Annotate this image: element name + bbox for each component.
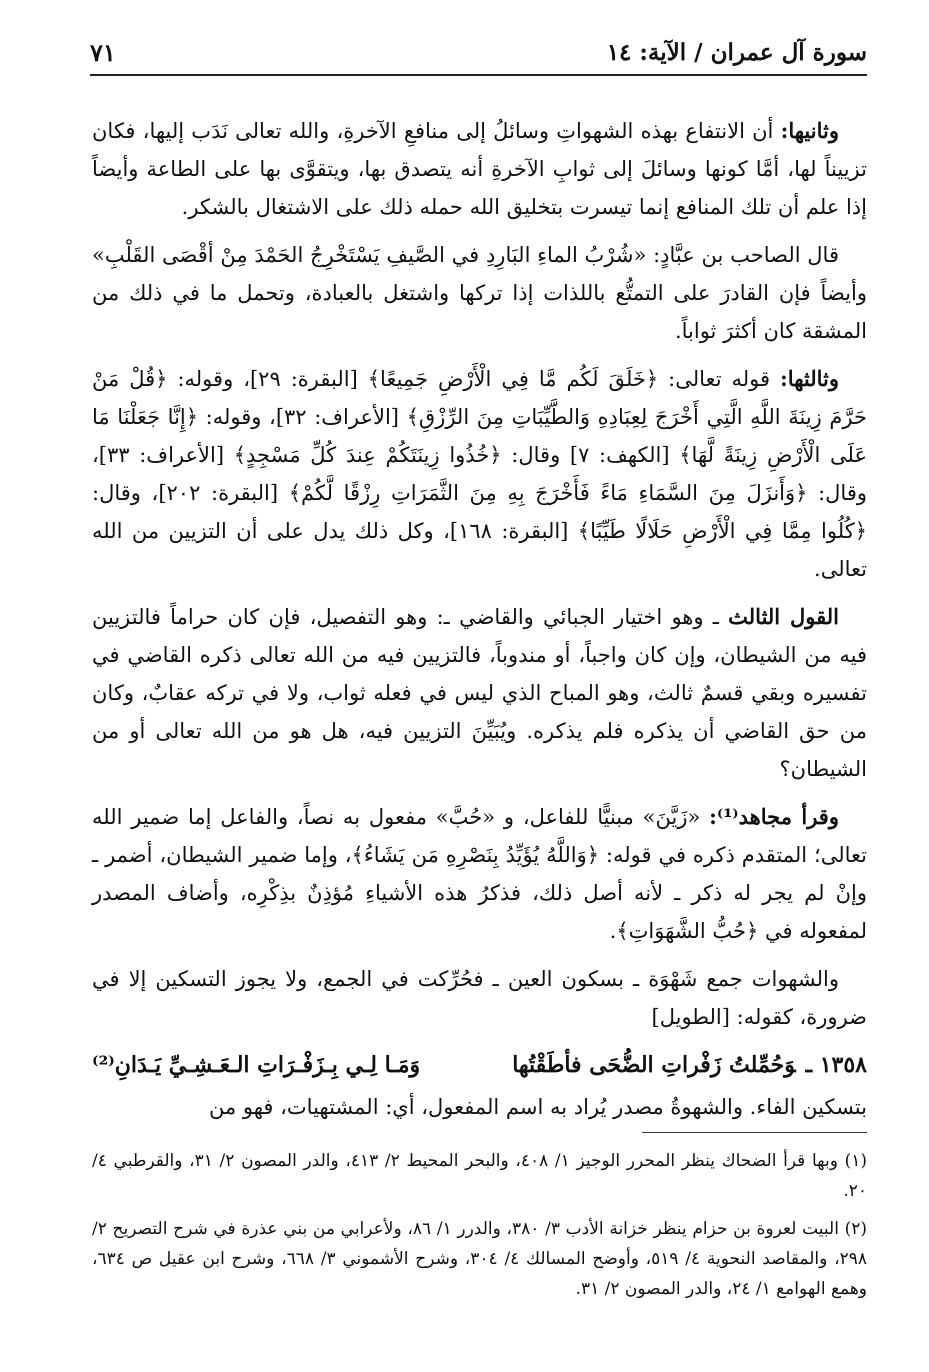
paragraph — [92, 360, 867, 588]
paragraph-lead: وثالثها: — [780, 366, 839, 391]
paragraph — [92, 236, 867, 350]
verse-number: ١٣٥٨ ـ — [805, 1052, 867, 1078]
footnote: (١) وبها قرأ الضحاك ينظر المحرر الوجيز ١/ ٤٠٨، والبحر المحيط ٢/ ٤١٣، والدر المصون ٢/ ٣١، والقرطبي ٤/ ٢٠. — [92, 1151, 867, 1201]
paragraph — [92, 960, 867, 1036]
verse-first-hemistich: وَحُمِّلتُ زَفْراتِ الضُّحَى فأطَقْتُها — [512, 1052, 796, 1078]
page-header — [90, 30, 867, 76]
paragraph — [92, 598, 867, 788]
paragraph-lead: وثانيها: — [780, 118, 839, 143]
paragraph-text: والشهوات جمع شَهْوَة ـ بسكون العين ـ فحُرِّكت في الجمع، ولا يجوز التسكين إلا في ضرورة، كقوله: [الطويل] — [92, 967, 867, 1029]
running-title: سورة آل عمران / الآية: ١٤ — [595, 39, 867, 66]
paragraph — [92, 112, 867, 226]
footnotes — [92, 1132, 867, 1312]
paragraph-text: قال الصاحب بن عبَّادٍ: «شُرْبُ الماءِ البَارِدِ في الصَّيفِ يَسْتَخْرِجُ الحَمْدَ مِنْ أقْصَى القَلْبِ» وأيضاً فإن القادرَ على التمتُّع باللذات إذا تركها واشتغل بالعبادة، وتحمل ما في ذلك من المشقة كان أكثرَ ثواباً. — [92, 243, 867, 343]
paragraph — [92, 1088, 867, 1126]
footnote: (٢) البيت لعروة بن حزام ينظر خزانة الأدب ٣/ ٣٨٠، والدرر ١/ ٨٦، ولأعرابي من بني عذرة في شرح التصريح ٢/ ٢٩٨، والمقاصد النحوية ٤/ ٥١٩، وأوضح المسالك ٤/ ٣٠٤، وشرح الأشموني ٣/ ٦٦٨، وشرح ابن عقيل ص ٦٣٤، وهمع الهوامع ١/ ٢٤، والدر المصون ٢/ ٣١. — [92, 1219, 868, 1299]
page-number: ٧١ — [90, 37, 116, 67]
paragraph-text: «زَيَّنَ» مبنيًّا للفاعل، و «حُبَّ» مفعول به نصاً، والفاعل إما ضمير الله تعالى؛ المتقدم ذكره في قوله: ﴿وَاللَّهُ يُؤَيِّدُ بِنَصْرِهِ مَن يَشَاءُ﴾، وإما ضمير الشيطان، أضمر ـ وإنْ لم يجر له ذكر ـ لأنه أصل ذلك، فذكرُ هذه الأشياءِ مُؤذِنٌ بذِكْرِه، وأضاف المصدر لمفعوله في ﴿حُبُّ الشَّهَوَاتِ﴾. — [92, 805, 867, 943]
paragraph — [92, 798, 867, 950]
paragraph-lead: القول الثالث — [728, 604, 839, 629]
verse-first-half — [512, 1046, 867, 1084]
paragraph-text: ـ وهو اختيار الجبائي والقاضي ـ: وهو التفصيل، فإن كان حراماً فالتزيين فيه من الشيطان، وإن كان واجباً، أو مندوباً، فالتزيين فيه من الله تعالى ذكره القاضي في تفسيره وبقي قسمٌ ثالث، وهو المباح الذي ليس في فعله ثواب، ولا في تركه عقابٌ، وكان من حق القاضي أن يذكره فلم يذكره. ويُبَيِّنَ التزيين فيه، هل هو من الله تعالى أو من الشيطان؟ — [92, 605, 867, 781]
verse-second-hemistich: وَمَـا لِـي بِـزَفْـرَاتِ الـعَـشِـيِّ يَـدَانِ⁽²⁾ — [92, 1052, 421, 1078]
main-text — [92, 112, 867, 1136]
paragraph-text: قوله تعالى: ﴿خَلَقَ لَكُم مَّا فِي الْأَرْضِ جَمِيعًا﴾ [البقرة: ٢٩]، وقوله: ﴿قُلْ مَنْ حَرَّمَ زِينَةَ اللَّهِ الَّتِي أَخْرَجَ لِعِبَادِهِ وَالطَّيِّبَاتِ مِنَ الرِّزْقِ﴾ [الأعراف: ٣٢]، وقوله: ﴿إِنَّا جَعَلْنَا مَا عَلَى الْأَرْضِ زِينَةً لَّهَا﴾ [الكهف: ٧] وقال: ﴿خُذُوا زِينَتَكُمْ عِندَ كُلِّ مَسْجِدٍ﴾ [الأعراف: ٣٣]، وقال: ﴿وَأَنزَلَ مِنَ السَّمَاءِ مَاءً فَأَخْرَجَ بِهِ مِنَ الثَّمَرَاتِ رِزْقًا لَّكُمْ﴾ [البقرة: ٢٠٢]، وقال: ﴿كُلُوا مِمَّا فِي الْأَرْضِ حَلَالًا طَيِّبًا﴾ [البقرة: ١٦٨]، وكل ذلك يدل على أن التزيين من الله تعالى. — [92, 367, 867, 581]
paragraph-text: بتسكين الفاء. والشهوةُ مصدر يُراد به اسم المفعول، أي: المشتهيات، فهو من — [208, 1095, 867, 1119]
paragraph-text: أن الانتفاع بهذه الشهواتِ وسائلُ إلى منافعِ الآخرةِ، والله تعالى نَدَب إليها، فكان تزييناً لها، أمَّا كونها وسائلَ إلى ثوابِ الآخرةِ أنه يتصدق بها، ويتقوَّى بها على الطاعة وأيضاً إذا علم أن تلك المنافع إنما تيسرت بتخليق الله حمله ذلك على الاشتغال بالشكر. — [92, 119, 867, 219]
paragraph-lead: وقرأ مجاهد⁽¹⁾: — [709, 804, 839, 829]
poetry-verse — [92, 1046, 867, 1084]
